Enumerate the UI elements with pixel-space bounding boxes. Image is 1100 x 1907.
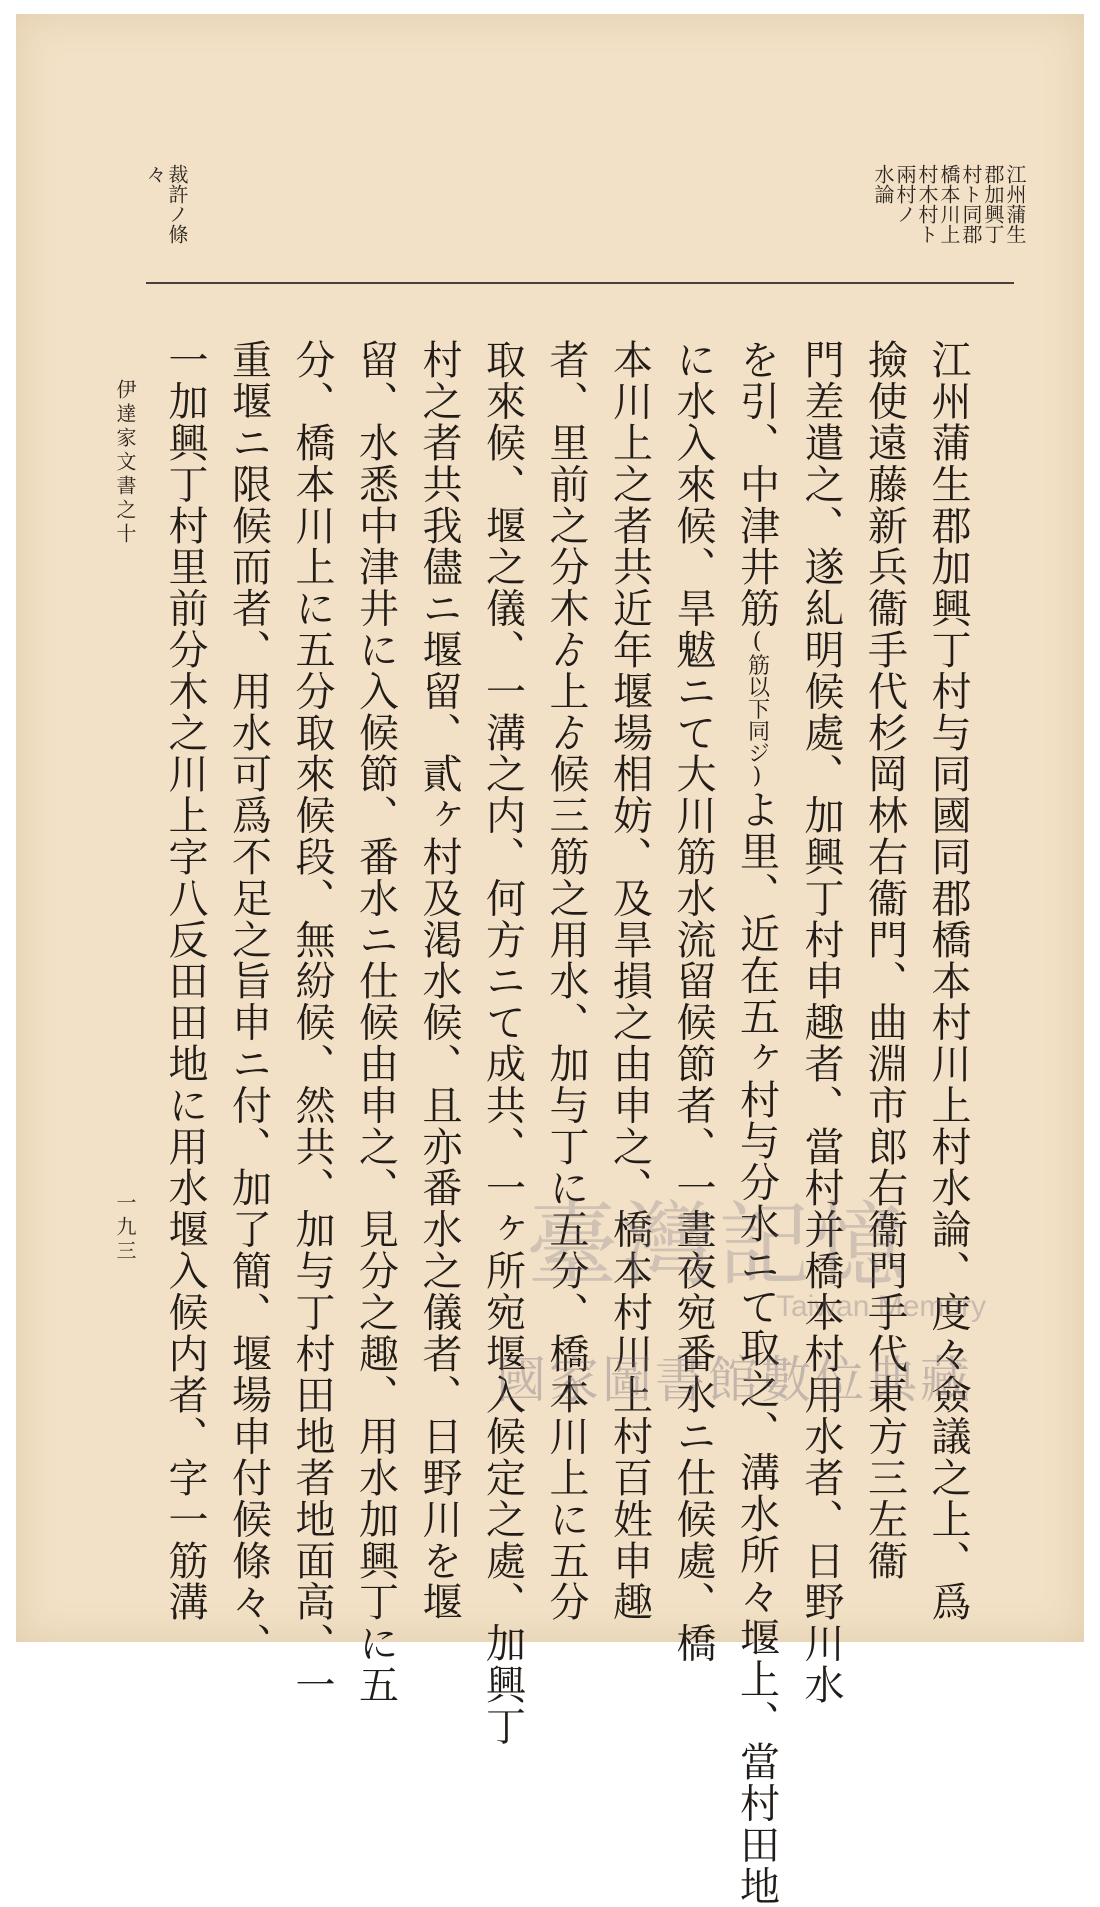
- page-number: 一九三: [113, 1192, 137, 1264]
- watermark-institution: 國家圖書館數位典藏: [496, 1351, 973, 1409]
- headnote-line: 郡加興丁: [981, 164, 1005, 244]
- text-column: [724, 339, 789, 1907]
- book-title: 伊達家文書之十: [113, 379, 137, 547]
- text-column: に水入來候、旱魃ニて大川筋水流留候節者、一晝夜宛番水ニ仕候處、橋: [670, 339, 716, 1664]
- header-divider: [146, 282, 1014, 284]
- watermark-logo-text: 臺灣記憶: [526, 1192, 911, 1299]
- headnote-line: 兩村ノ: [893, 164, 917, 224]
- headnote-ruling: [144, 164, 188, 244]
- watermark-latin: Taiwan Memory: [776, 1290, 987, 1323]
- headnote-line: 水論: [871, 164, 895, 204]
- text-column: 取來候、堰之儀、一溝之内、何方ニて成共、一ヶ所宛堰入候定之處、加興丁: [479, 339, 526, 1747]
- text-column: 留、水悉中津井に入候節、番水ニ仕候由申之、見分之趣、用水加興丁に五: [352, 339, 399, 1706]
- text-column: 門差遣之、遂糺明候處、加興丁村申趣者、當村并橋本村用水者、日野川水: [798, 339, 844, 1706]
- body-text: [153, 339, 980, 1907]
- text-column: 撿使遠藤新兵衞手代杉岡林右衞門、曲淵市郎右衞門手代東方三左衞: [861, 339, 908, 1581]
- document-page: [16, 14, 1084, 1907]
- text-column-start: を引、中津井筋: [733, 339, 780, 629]
- text-column: 村之者共我儘ニ堰留、貳ヶ村及渇水候、且亦番水之儀者、日野川を堰: [416, 339, 462, 1623]
- text-column: 本川上之者共近年堰場相妨、及旱損之由申之、橋本村川上村百姓申趣: [606, 339, 653, 1623]
- text-column: 一加興丁村里前分木之川上字八反田田地に用水堰入候内者、字一筋溝: [162, 339, 208, 1623]
- headnote-title: [872, 164, 1026, 244]
- headnote-line: 橋本川上: [937, 164, 961, 244]
- headnote-line: 江州蒲生: [1003, 164, 1027, 244]
- text-column: 者、里前之分木ゟ上ゟ候三筋之用水、加与丁に五分、橋本川上に五分: [543, 339, 589, 1623]
- inline-note: (筋以下同ジ): [744, 628, 770, 789]
- headnote-line: 村木村ト: [915, 164, 939, 244]
- headnote-line: 々: [143, 164, 167, 184]
- text-column: 重堰ニ限候而者、用水可爲不足之旨申ニ付、加了簡、堰場申付候條々、: [225, 339, 272, 1664]
- text-column-end: よ里、近在五ヶ村与分水ニて取之、溝水所々堰上、當村田地: [733, 788, 780, 1907]
- headnote-line: 裁許ノ條: [165, 164, 189, 244]
- headnote-line: 村ト同郡: [959, 164, 983, 244]
- text-column: 江州蒲生郡加興丁村与同國同郡橋本村川上村水論、度々僉議之上、爲: [925, 339, 971, 1623]
- text-column: 分、橋本川上に五分取來候段、無紛候、然共、加与丁村田地者地面高、一: [289, 339, 335, 1706]
